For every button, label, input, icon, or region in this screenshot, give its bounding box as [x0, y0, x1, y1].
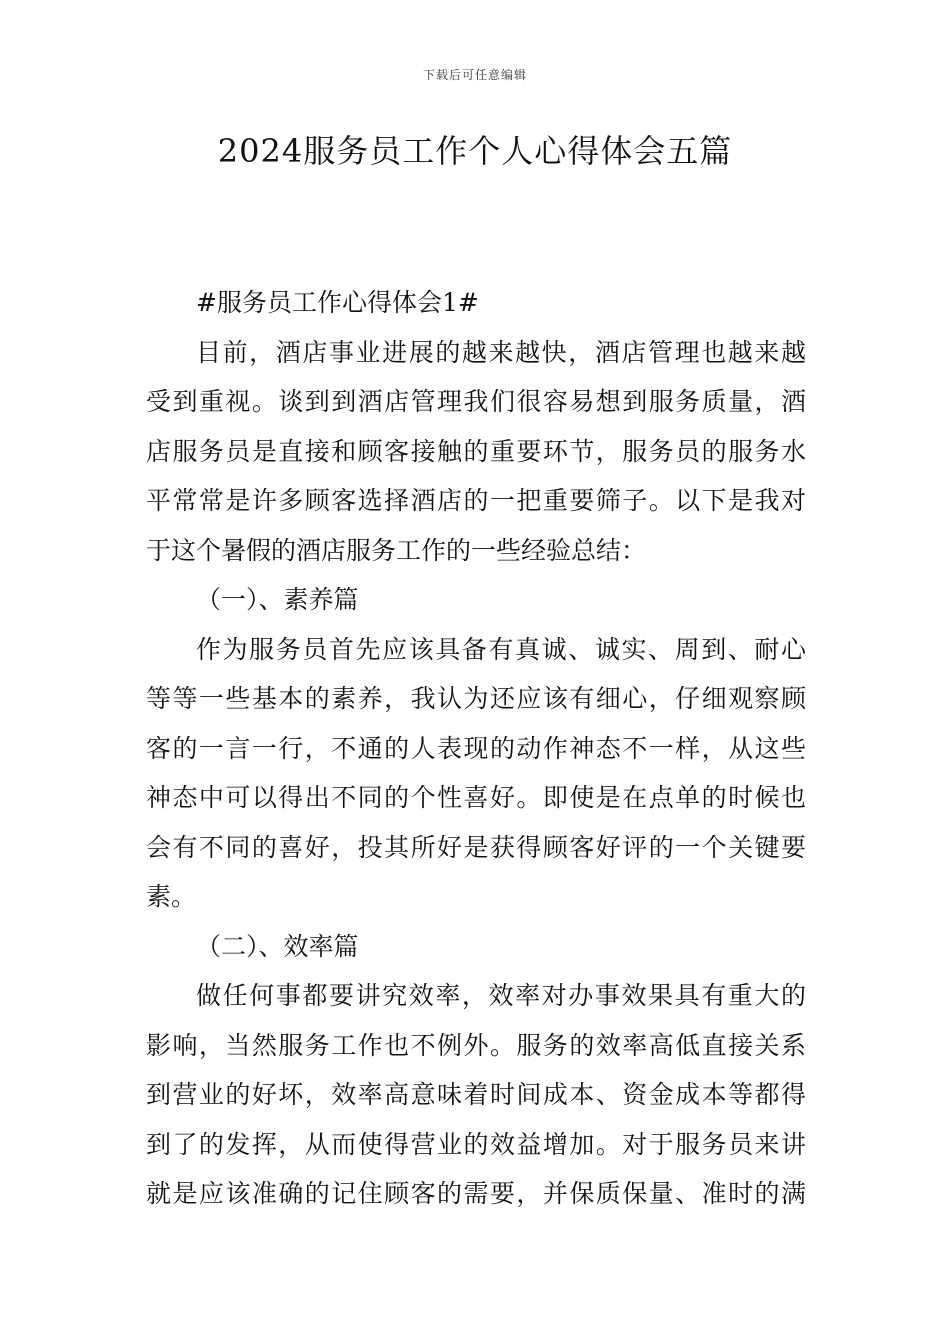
body-line: 就是应该准确的记住顾客的需要，并保质保量、准时的满: [146, 1179, 806, 1208]
body-line: 受到重视。谈到到酒店管理我们很容易想到服务质量，酒: [146, 387, 806, 416]
document-body: [146, 278, 806, 1219]
body-line: 等等一些基本的素养，我认为还应该有细心，仔细观察顾: [146, 684, 806, 713]
body-line: 客的一言一行，不通的人表现的动作神态不一样，从这些: [146, 733, 806, 763]
body-line: 素。: [146, 882, 197, 911]
subsection-heading-quality: （一）、素养篇: [196, 585, 359, 614]
document-title: 2024服务员工作个人心得体会五篇: [217, 132, 733, 170]
body-line: 会有不同的喜好，投其所好是获得顾客好评的一个关键要: [146, 832, 806, 862]
body-line: 神态中可以得出不同的个性喜好。即使是在点单的时候也: [146, 783, 806, 812]
subsection-heading-efficiency: （二）、效率篇: [196, 931, 359, 961]
body-line: 作为服务员首先应该具备有真诚、诚实、周到、耐心: [196, 634, 806, 664]
body-line: 影响，当然服务工作也不例外。服务的效率高低直接关系: [146, 1030, 806, 1060]
body-line: 目前，酒店事业进展的越来越快，酒店管理也越来越: [196, 337, 806, 367]
body-line: 店服务员是直接和顾客接触的重要环节，服务员的服务水: [146, 436, 806, 466]
body-line: 到营业的好坏，效率高意味着时间成本、资金成本等都得: [146, 1080, 806, 1109]
body-line: 到了的发挥，从而使得营业的效益增加。对于服务员来讲: [146, 1129, 806, 1159]
header-note: 下载后可任意编辑: [422, 68, 527, 82]
body-line: 做任何事都要讲究效率，效率对办事效果具有重大的: [196, 981, 806, 1010]
section-heading-1: #服务员工作心得体会1#: [196, 288, 479, 317]
body-line: 于这个暑假的酒店服务工作的一些经验总结：: [146, 535, 647, 565]
body-line: 平常常是许多顾客选择酒店的一把重要筛子。以下是我对: [146, 486, 806, 515]
